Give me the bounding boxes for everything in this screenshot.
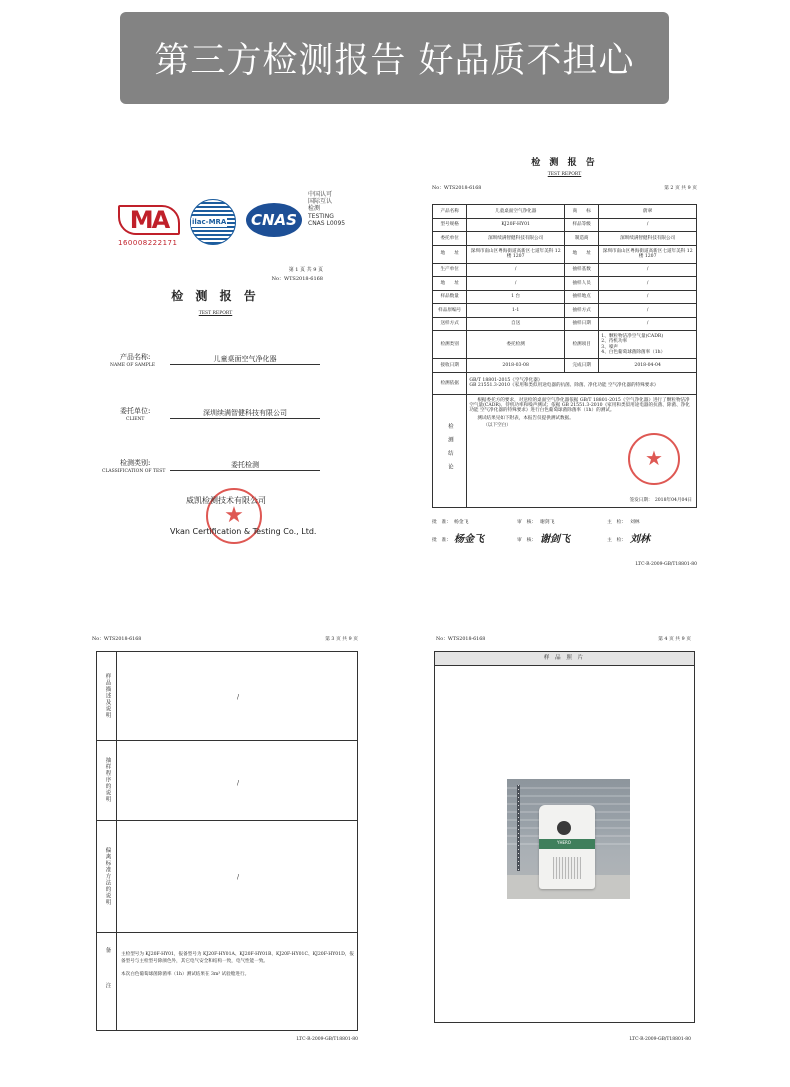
table-cell: 制造商 [564, 232, 598, 246]
table-cell [433, 394, 467, 507]
company-name-en: Vkan Certification & Testing Co., Ltd. [170, 527, 317, 536]
remark-line: 本次白色葡萄球菌除菌率（1h）测试结果在 3m³ 试验舱进行。 [121, 971, 250, 977]
section-label: 样品描述及说明 [104, 673, 111, 719]
table-row [433, 218, 697, 232]
section-value: / [237, 874, 240, 881]
sign-name: 刘林 [630, 520, 640, 525]
conclusion-label: 检测结论 [446, 422, 453, 477]
divider [97, 932, 357, 933]
photo-frame [434, 651, 695, 1023]
page-number: 第 1 页 共 9 页 [288, 267, 323, 273]
sign-label: 批 准： [432, 520, 452, 525]
remark-text [121, 952, 355, 979]
table-cell: 2018-03-08 [467, 359, 565, 373]
sign-label: 主 检： [607, 538, 627, 543]
conclusion-line: 根据委托方的要求，对送检的桌面空气净化器依据 GB/T 18801-2015《空气净化器》进行了颗粒物洁净空气量(CADR)、待机功率和噪声测试；依据 GB 21551.3-2010《家用和类似用途电器的抗菌、除菌、净化功能 空气净化器的特殊要求》进行白色葡萄球菌除菌率（1h）的测试。 [469, 397, 690, 414]
notes-table [96, 651, 358, 1031]
basis-line: GB/T 18801-2015《空气净化器》 [469, 378, 543, 384]
table-cell: 地 址 [433, 245, 467, 263]
table-cell: 自送 [467, 317, 565, 331]
table-row [433, 245, 697, 263]
table-cell: 深圳续满智健科技有限公司 [467, 232, 565, 246]
section-label: 抽样程序的说明 [104, 757, 111, 803]
table-cell: / [599, 304, 697, 318]
field-label-en: NAME OF SAMPLE [110, 363, 155, 368]
table-row [433, 372, 697, 394]
table-row [433, 304, 697, 318]
table-cell: 样品原编号 [433, 304, 467, 318]
report-cover-page [102, 183, 346, 563]
table-cell: 地 址 [564, 245, 598, 263]
table-cell: 地 址 [433, 277, 467, 291]
page-footer: LTC-R-2009-GB/T18801-80 [635, 562, 697, 567]
section-value: / [237, 694, 240, 701]
divider [97, 740, 357, 741]
issue-date: 签发日期： 2018年04月04日 [629, 497, 692, 503]
page-number: 第 4 页 共 9 页 [658, 637, 691, 642]
table-cell: 检测依据 [433, 372, 467, 394]
report-number: No：WTS2018-6168 [271, 276, 323, 282]
page2-subtitle: TEST REPORT [547, 172, 582, 177]
sign-name: 谢剑飞 [540, 520, 555, 525]
section-label-cell [97, 932, 117, 1032]
page-number: 第 3 页 共 9 页 [325, 637, 358, 642]
report-number: No：WTS2018-6168 [92, 637, 142, 642]
table-cell: 样品等级 [564, 218, 598, 232]
field-label-en: CLIENT [126, 417, 145, 422]
field-label: 产品名称: [120, 353, 151, 361]
table-row [433, 277, 697, 291]
section-label-cell [97, 820, 117, 932]
conclusion-line: （以下空白） [483, 422, 511, 428]
cnas-logo: CNAS [246, 203, 302, 237]
table-cell: KJ20F-HY01 [467, 218, 565, 232]
table-cell: 2018-04-04 [599, 359, 697, 373]
report-number: No：WTS2018-6168 [436, 637, 486, 642]
banner [120, 12, 669, 104]
table-cell: 样品数量 [433, 290, 467, 304]
table-row [433, 290, 697, 304]
table-cell: 深圳续满智健科技有限公司 [599, 232, 697, 246]
table-cell: 检测类别 [433, 331, 467, 359]
table-cell [467, 372, 697, 394]
table-cell: 蔚翠 [599, 205, 697, 219]
air-purifier [539, 805, 595, 889]
sign-label: 审 核： [517, 520, 537, 525]
conclusion-line: 测试结果见如下附表，本报告仅提供测试数据。 [477, 415, 574, 421]
cnas-text: 检测 [308, 205, 321, 213]
table-cell: 1 台 [467, 290, 565, 304]
section-label-cell [97, 740, 117, 820]
table-row [433, 331, 697, 359]
table-cell: 深圳市南山区粤海街道高新区七道年美科 12 楼 1207 [467, 245, 565, 263]
field-value: 委托检测 [170, 461, 320, 471]
table-row [433, 205, 697, 219]
table-cell: / [599, 263, 697, 277]
sign-label: 审 核： [517, 538, 537, 543]
table-cell: 型号规格 [433, 218, 467, 232]
sign-label: 批 准： [432, 538, 452, 543]
banner-title: 第三方检测报告 好品质不担心 [154, 41, 635, 81]
report-title: 检 测 报 告 [171, 289, 260, 303]
table-cell: 送样方式 [433, 317, 467, 331]
table-cell: 委托单位 [433, 232, 467, 246]
table-cell: / [467, 277, 565, 291]
field-value: 儿童桌面空气净化器 [170, 355, 320, 365]
company-name-cn: 威凯检测技术有限公司 [186, 496, 266, 505]
page-number: 第 2 页 共 9 页 [664, 186, 697, 191]
page-footer: LTC-R-2009-GB/T18801-80 [296, 1037, 358, 1042]
ilac-text: ilac-MRA [192, 218, 227, 226]
cnas-text: TESTING [308, 212, 334, 220]
section-value: / [237, 780, 240, 787]
table-row [433, 359, 697, 373]
table-cell: / [599, 290, 697, 304]
remark-line: 主检型号为 KJ20F-HY01，报备型号为 KJ20F-HY01A、KJ20F-HY01B、KJ20F-HY01C、KJ20F-HY01D，报备型号与主检型号除颜色外，其它电气安全和结构一致，电气性能一致。 [121, 952, 354, 964]
cnas-accreditation-text [308, 191, 358, 227]
table-cell: 抽样方式 [564, 304, 598, 318]
purifier-brand: YHERO [557, 840, 571, 845]
report-number: No：WTS2018-6168 [432, 186, 482, 191]
table-cell: / [599, 277, 697, 291]
purifier-knob [557, 821, 571, 835]
table-cell: 儿童桌面空气净化器 [467, 205, 565, 219]
photo-header [435, 652, 694, 666]
table-cell: 抽样日期 [564, 317, 598, 331]
official-stamp: ★ [206, 488, 262, 544]
cnas-text: 中国认可 [308, 191, 333, 198]
field-value: 深圳续满智健科技有限公司 [170, 409, 320, 419]
table-cell: / [599, 317, 697, 331]
remark-label: 备注 [104, 946, 111, 1018]
handwritten-signature: 谢剑飞 [540, 534, 570, 545]
table-cell: 委托检测 [467, 331, 565, 359]
cma-logo: MA [118, 205, 180, 235]
photo-header-text: 样 品 照 片 [543, 655, 586, 662]
page-footer: LTC-R-2009-GB/T18801-80 [629, 1037, 691, 1042]
basis-line: GB 21551.3-2010《家用和类似用途电器的抗菌、除菌、净化功能 空气净化器的特殊要求》 [469, 383, 659, 389]
handwritten-signature: 杨金飞 [454, 534, 484, 545]
cma-number: 160008222171 [118, 239, 178, 247]
table-row [433, 232, 697, 246]
sample-photo [507, 779, 630, 899]
table-cell: 1、颗粒物洁净空气量(CADR) 2、待机功率 3、噪声 4、白色葡萄球菌除菌率（1h） [599, 331, 697, 359]
table-cell: 检测项目 [564, 331, 598, 359]
section-label: 偏离标准方法的说明 [104, 846, 111, 906]
table-row [433, 394, 697, 507]
table-cell: / [599, 218, 697, 232]
report-notes-page [88, 633, 358, 1048]
purifier-grille [553, 857, 581, 879]
section-label-cell [97, 652, 117, 740]
table-cell: 抽样地点 [564, 290, 598, 304]
table-cell: 抽样基数 [564, 263, 598, 277]
table-cell [467, 394, 697, 507]
summary-table [432, 204, 697, 508]
table-cell: / [467, 263, 565, 277]
cnas-text: 国际互认 [308, 198, 333, 206]
table-cell: 产品名称 [433, 205, 467, 219]
table-cell: 抽样人员 [564, 277, 598, 291]
table-cell: 深圳市南山区粤海街道高新区七道年美科 12 楼 1207 [599, 245, 697, 263]
sample-photo-page [430, 633, 695, 1048]
table-cell: 接收日期 [433, 359, 467, 373]
divider [97, 820, 357, 821]
handwritten-signature: 刘林 [630, 534, 650, 545]
field-label-en: CLASSIFICATION OF TEST [102, 469, 166, 474]
table-cell: 完成日期 [564, 359, 598, 373]
inspection-stamp: ★ [628, 433, 680, 485]
table-row [433, 317, 697, 331]
sign-label: 主 检： [607, 520, 627, 525]
report-subtitle: TEST REPORT [198, 311, 233, 316]
sign-name: 杨金飞 [454, 520, 469, 525]
table-cell: 1-1 [467, 304, 565, 318]
field-label: 检测类别: [120, 459, 151, 467]
table-cell: 商 标 [564, 205, 598, 219]
cnas-text: CNAS L0095 [308, 219, 346, 227]
report-summary-page [432, 150, 697, 572]
table-row [433, 263, 697, 277]
page2-title: 检 测 报 告 [531, 158, 598, 168]
table-cell: 生产单位 [433, 263, 467, 277]
field-label: 委托单位: [120, 407, 151, 415]
